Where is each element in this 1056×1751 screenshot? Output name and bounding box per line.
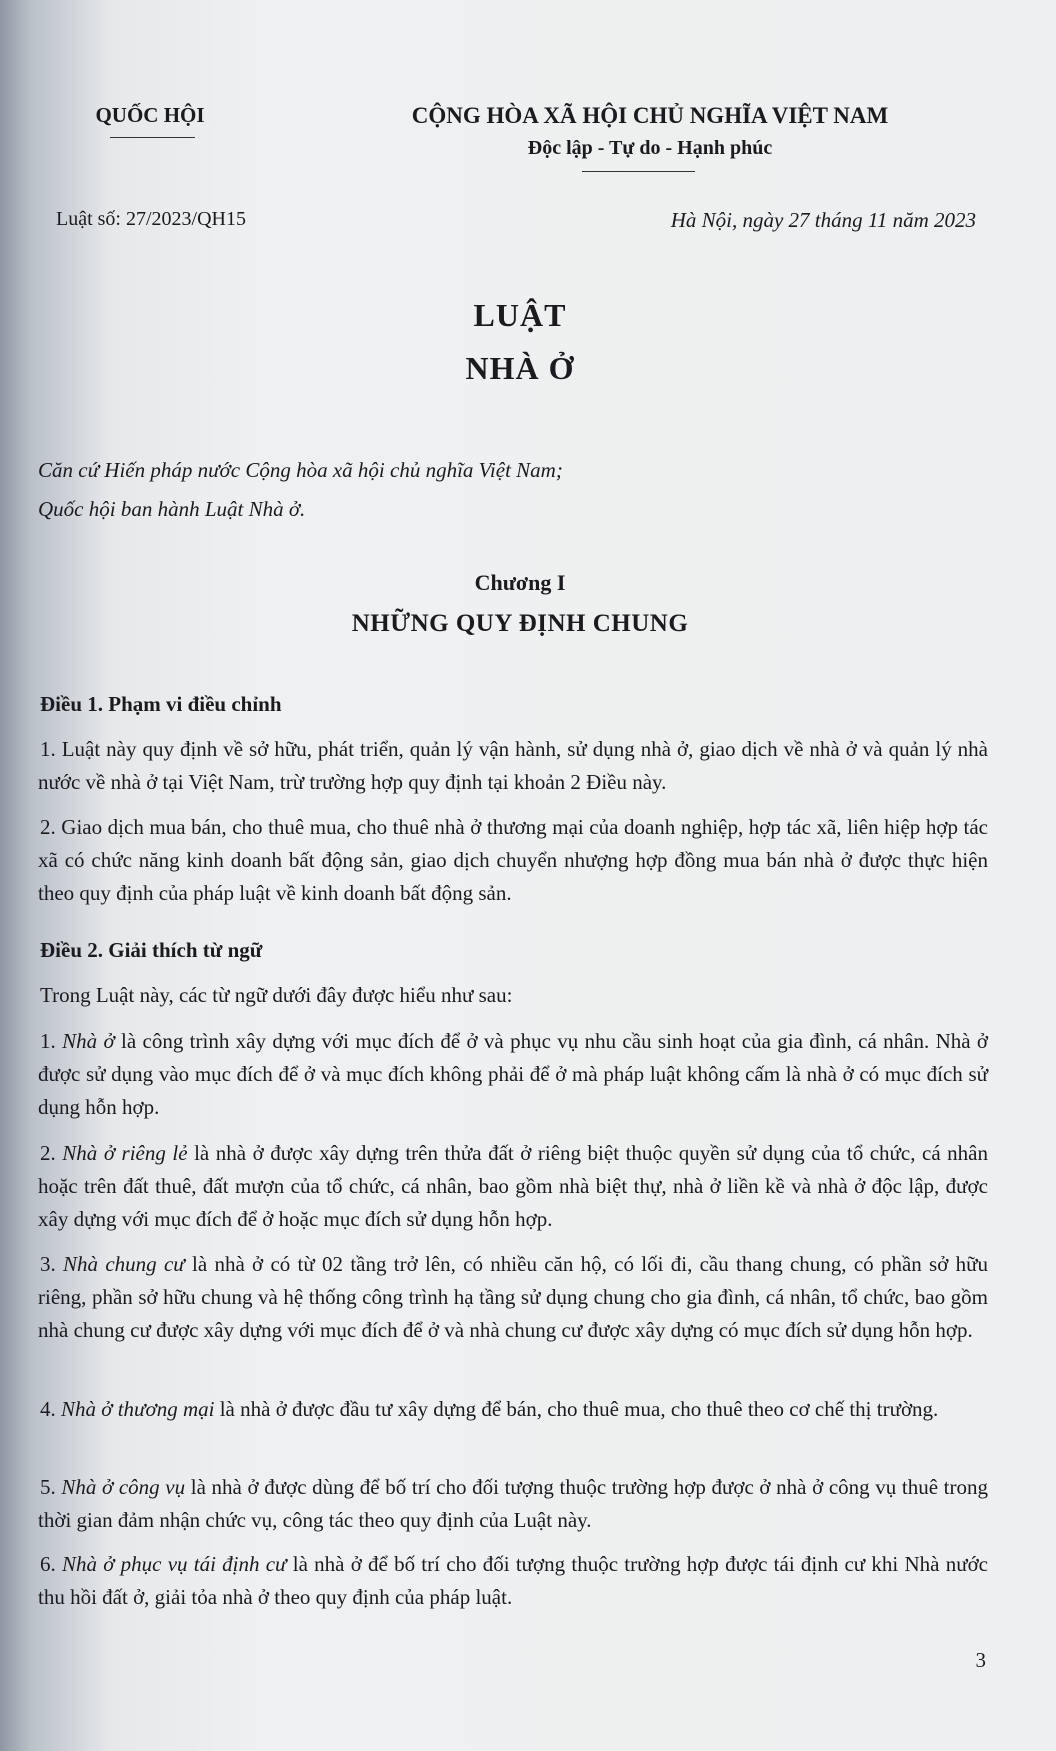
definition-term: Nhà ở thương mại [61,1397,215,1421]
article-2-heading: Điều 2. Giải thích từ ngữ [40,938,263,962]
definition-term: Nhà ở [62,1029,115,1053]
definition-text: là công trình xây dựng với mục đích để ở và phục vụ nhu cầu sinh hoạt của gia đình, cá nhân. Nhà ở được sử dụng vào mục đích để ở và mục đích không phải để ở mà pháp luật không cấm là nhà ở có mục đích sử dụng hỗn hợp. [38,1029,988,1119]
preamble-line-1: Căn cứ Hiến pháp nước Cộng hòa xã hội chủ nghĩa Việt Nam; [38,458,563,482]
definition-text: là nhà ở để bố trí cho đối tượng thuộc trường hợp được tái định cư khi Nhà nước thu hồi đất ở, giải tỏa nhà ở theo quy định của pháp luật. [38,1552,989,1609]
article-1-clause-1: 1. Luật này quy định về sở hữu, phát triển, quản lý vận hành, sử dụng nhà ở, giao dịch về nhà ở và quản lý nhà nước về nhà ở tại Việt Nam, trừ trường hợp quy định tại khoản 2 Điều này. [38,737,988,794]
definition-3 [38,1248,988,1347]
national-motto: Độc lập - Tự do - Hạnh phúc [527,137,773,159]
definition-4 [38,1393,988,1426]
definition-term: Nhà ở riêng lẻ [62,1141,188,1165]
definition-number: 5. [40,1475,56,1499]
document-type-title: LUẬT [473,297,567,333]
preamble-line-2: Quốc hội ban hành Luật Nhà ở. [38,497,306,521]
chapter-title: NHỮNG QUY ĐỊNH CHUNG [351,610,689,637]
law-name-title: NHÀ Ở [465,350,575,386]
definition-text: là nhà ở được dùng để bố trí cho đối tượng thuộc trường hợp được ở nhà ở công vụ thuê trong thời gian đảm nhận chức vụ, công tác theo quy định của Luật này. [38,1475,989,1532]
definition-term: Nhà ở phục vụ tái định cư [61,1552,287,1576]
place-date: Hà Nội, ngày 27 tháng 11 năm 2023 [670,208,976,232]
chapter-number: Chương I [474,570,566,595]
definition-number: 3. [40,1252,56,1276]
article-1-clause-2: 2. Giao dịch mua bán, cho thuê mua, cho thuê nhà ở thương mại của doanh nghiệp, hợp tác xã, liên hiệp hợp tác xã có chức năng kinh doanh bất động sản, giao dịch chuyển nhượng hợp đồng mua bán nhà ở được thực hiện theo quy định của pháp luật về kinh doanh bất động sản. [38,815,988,905]
definition-1 [38,1025,988,1124]
definition-2 [38,1137,988,1236]
article-2-intro: Trong Luật này, các từ ngữ dưới đây được hiểu như sau: [40,983,513,1007]
definition-5 [38,1471,988,1537]
definition-term: Nhà ở công vụ [61,1475,186,1499]
law-number: Luật số: 27/2023/QH15 [56,208,246,230]
motto-underline [582,171,695,172]
issuer-underline [110,137,195,138]
definition-text: là nhà ở có từ 02 tầng trở lên, có nhiều căn hộ, có lối đi, cầu thang chung, có phần sở hữu riêng, phần sở hữu chung và hệ thống công trình hạ tầng sử dụng chung cho gia đình, cá nhân, tổ chức, bao gồm nhà chung cư được xây dựng với mục đích để ở và nhà chung cư được xây dựng có mục đích sử dụng hỗn hợp. [38,1252,988,1342]
definition-6 [38,1548,988,1614]
definition-number: 6. [40,1552,56,1576]
definition-text: là nhà ở được đầu tư xây dựng để bán, cho thuê mua, cho thuê theo cơ chế thị trường. [214,1397,939,1421]
definition-text: là nhà ở được xây dựng trên thửa đất ở riêng biệt thuộc quyền sử dụng của tổ chức, cá nhân hoặc trên đất thuê, đất mượn của tổ chức, cá nhân, bao gồm nhà biệt thự, nhà ở liền kề và nhà ở độc lập, được xây dựng với mục đích để ở hoặc mục đích sử dụng hỗn hợp. [38,1141,989,1231]
definition-number: 1. [40,1029,56,1053]
definition-term: Nhà chung cư [63,1252,185,1276]
article-1-heading: Điều 1. Phạm vi điều chỉnh [40,692,282,716]
page-number: 3 [975,1648,986,1672]
definition-number: 4. [40,1397,56,1421]
issuer-label: QUỐC HỘI [95,103,205,127]
definition-number: 2. [40,1141,56,1165]
nation-title: CỘNG HÒA XÃ HỘI CHỦ NGHĨA VIỆT NAM [411,103,889,128]
